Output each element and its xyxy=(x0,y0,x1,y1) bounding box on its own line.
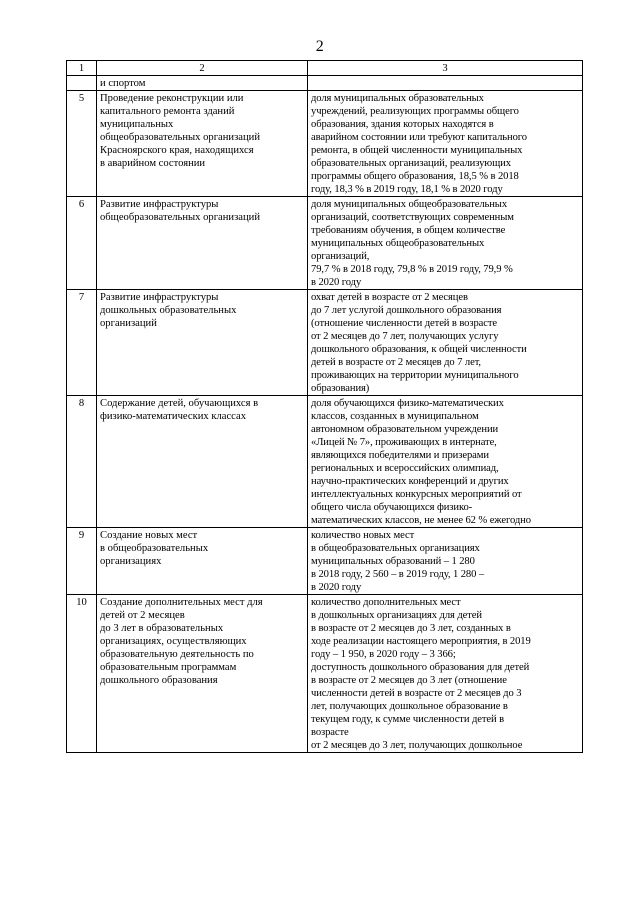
indicator-line: требованиям обучения, в общем количестве xyxy=(311,225,506,236)
row-number: 9 xyxy=(67,528,97,595)
measure-name-line: в аварийном состоянии xyxy=(100,158,206,169)
indicator-line: от 2 месяцев до 7 лет, получающих услугу xyxy=(311,331,499,342)
table-row xyxy=(67,76,583,91)
indicator-line: текущем году, к сумме численности детей в xyxy=(311,714,504,725)
measure-name-line: Развитие инфраструктуры xyxy=(100,292,219,303)
measure-name-line: Развитие инфраструктуры xyxy=(100,199,219,210)
indicator-line: образования, здания которых находятся в xyxy=(311,119,494,130)
indicator-line: доступность дошкольного образования для детей xyxy=(311,662,530,673)
indicator-line: региональных и всероссийских олимпиад, xyxy=(311,463,499,474)
indicator-line: детей в возрасте от 2 месяцев до 7 лет, xyxy=(311,357,481,368)
indicator-cell xyxy=(308,290,583,396)
measure-name-cell xyxy=(97,76,308,91)
indicator-line: муниципальных общеобразовательных xyxy=(311,238,485,249)
indicator-cell xyxy=(308,197,583,290)
indicator-line: количество дополнительных мест xyxy=(311,597,461,608)
measure-name-line: Создание новых мест xyxy=(100,530,198,541)
row-number: 7 xyxy=(67,290,97,396)
indicator-cell xyxy=(308,528,583,595)
indicator-cell xyxy=(308,396,583,528)
indicator-line: в 2018 году, 2 560 – в 2019 году, 1 280 – xyxy=(311,569,485,580)
measure-name-cell xyxy=(97,528,308,595)
row-number xyxy=(67,76,97,91)
indicator-line: году – 1 950, в 2020 году – 3 366; xyxy=(311,649,456,660)
indicator-line: в 2020 году xyxy=(311,277,362,288)
indicator-line: организаций, xyxy=(311,251,370,262)
indicator-line: образовательных организаций, реализующих xyxy=(311,158,511,169)
measure-name-line: образовательную деятельность по xyxy=(100,649,254,660)
indicator-line: интеллектуальных конкурсных мероприятий от xyxy=(311,489,522,500)
indicator-line: дошкольного образования, к общей численности xyxy=(311,344,527,355)
measure-name-line: дошкольного образования xyxy=(100,675,218,686)
indicator-line: охват детей в возрасте от 2 месяцев xyxy=(311,292,468,303)
measure-name-line: общеобразовательных организаций xyxy=(100,212,260,223)
row-number: 8 xyxy=(67,396,97,528)
measure-name-line: организациях, осуществляющих xyxy=(100,636,247,647)
measure-name-line: дошкольных образовательных xyxy=(100,305,237,316)
table-row xyxy=(67,91,583,197)
indicator-line: научно-практических конференций и других xyxy=(311,476,509,487)
measure-name-cell xyxy=(97,290,308,396)
measure-name-line: муниципальных xyxy=(100,119,174,130)
indicator-line: лет, получающих дошкольное образование в xyxy=(311,701,508,712)
indicator-line: году, 18,3 % в 2019 году, 18,1 % в 2020 году xyxy=(311,184,503,195)
table-body xyxy=(67,76,583,753)
indicator-line: классов, созданных в муниципальном xyxy=(311,411,479,422)
row-number: 6 xyxy=(67,197,97,290)
table-header-row xyxy=(67,61,583,76)
measure-name-cell xyxy=(97,595,308,753)
header-col-2: 2 xyxy=(97,61,308,76)
indicator-line: до 7 лет услугой дошкольного образования xyxy=(311,305,502,316)
measure-name-line: Красноярского края, находящихся xyxy=(100,145,254,156)
indicator-line: количество новых мест xyxy=(311,530,415,541)
measure-name-line: детей от 2 месяцев xyxy=(100,610,185,621)
table-row xyxy=(67,595,583,753)
header-col-3: 3 xyxy=(308,61,583,76)
indicator-line: доля муниципальных образовательных xyxy=(311,93,484,104)
indicator-line: в возрасте от 2 месяцев до 3 лет, созданных в xyxy=(311,623,511,634)
indicator-line: математических классов, не менее 62 % ежегодно xyxy=(311,515,531,526)
indicator-line: «Лицей № 7», проживающих в интернате, xyxy=(311,437,497,448)
row-number: 10 xyxy=(67,595,97,753)
table-row xyxy=(67,197,583,290)
indicator-line: организаций, соответствующих современным xyxy=(311,212,514,223)
indicator-line: в общеобразовательных организациях xyxy=(311,543,480,554)
indicator-line: аварийном состоянии или требуют капитального xyxy=(311,132,527,143)
indicator-line: в возрасте от 2 месяцев до 3 лет (отношение xyxy=(311,675,507,686)
indicator-line: учреждений, реализующих программы общего xyxy=(311,106,519,117)
indicator-line: численности детей в возрасте от 2 месяцев до 3 xyxy=(311,688,522,699)
header-col-1: 1 xyxy=(67,61,97,76)
indicator-line: программы общего образования, 18,5 % в 2018 xyxy=(311,171,519,182)
page-number: 2 xyxy=(315,38,325,55)
indicator-line: ходе реализации настоящего мероприятия, в 2019 xyxy=(311,636,531,647)
measure-name-line: физико-математических классах xyxy=(100,411,246,422)
indicator-line: в дошкольных организациях для детей xyxy=(311,610,482,621)
measure-name-line: организациях xyxy=(100,556,162,567)
measure-name-line: образовательным программам xyxy=(100,662,237,673)
measure-name-line: до 3 лет в образовательных xyxy=(100,623,224,634)
indicator-line: общего числа обучающихся физико- xyxy=(311,502,473,513)
measure-name-cell xyxy=(97,91,308,197)
indicator-line: в 2020 году xyxy=(311,582,362,593)
indicator-cell xyxy=(308,595,583,753)
measure-name-line: капитального ремонта зданий xyxy=(100,106,235,117)
measure-name-line: в общеобразовательных xyxy=(100,543,209,554)
row-number: 5 xyxy=(67,91,97,197)
measure-name-line: Проведение реконструкции или xyxy=(100,93,244,104)
table-row xyxy=(67,290,583,396)
indicator-line: доля муниципальных общеобразовательных xyxy=(311,199,508,210)
measure-name-line: Содержание детей, обучающихся в xyxy=(100,398,259,409)
indicator-line: доля обучающихся физико-математических xyxy=(311,398,504,409)
indicator-line: от 2 месяцев до 3 лет, получающих дошкольное xyxy=(311,740,523,751)
measure-name-line: общеобразовательных организаций xyxy=(100,132,260,143)
measure-name-line: и спортом xyxy=(100,78,146,89)
indicator-line: муниципальных образований – 1 280 xyxy=(311,556,475,567)
indicator-line: автономном образовательном учреждении xyxy=(311,424,499,435)
table-row xyxy=(67,396,583,528)
indicator-line: возрасте xyxy=(311,727,349,738)
measure-name-line: организаций xyxy=(100,318,157,329)
indicator-cell xyxy=(308,76,583,91)
indicator-line: (отношение численности детей в возрасте xyxy=(311,318,498,329)
measure-name-cell xyxy=(97,197,308,290)
indicator-cell xyxy=(308,91,583,197)
indicator-line: ремонта, в общей численности муниципальных xyxy=(311,145,523,156)
indicator-line: 79,7 % в 2018 году, 79,8 % в 2019 году, 79,9 % xyxy=(311,264,513,275)
table-row xyxy=(67,528,583,595)
measure-name-line: Создание дополнительных мест для xyxy=(100,597,263,608)
indicator-line: образования) xyxy=(311,383,370,394)
indicator-line: проживающих на территории муниципального xyxy=(311,370,519,381)
measures-table xyxy=(66,60,583,753)
measure-name-cell xyxy=(97,396,308,528)
indicator-line: являющихся победителями и призерами xyxy=(311,450,489,461)
